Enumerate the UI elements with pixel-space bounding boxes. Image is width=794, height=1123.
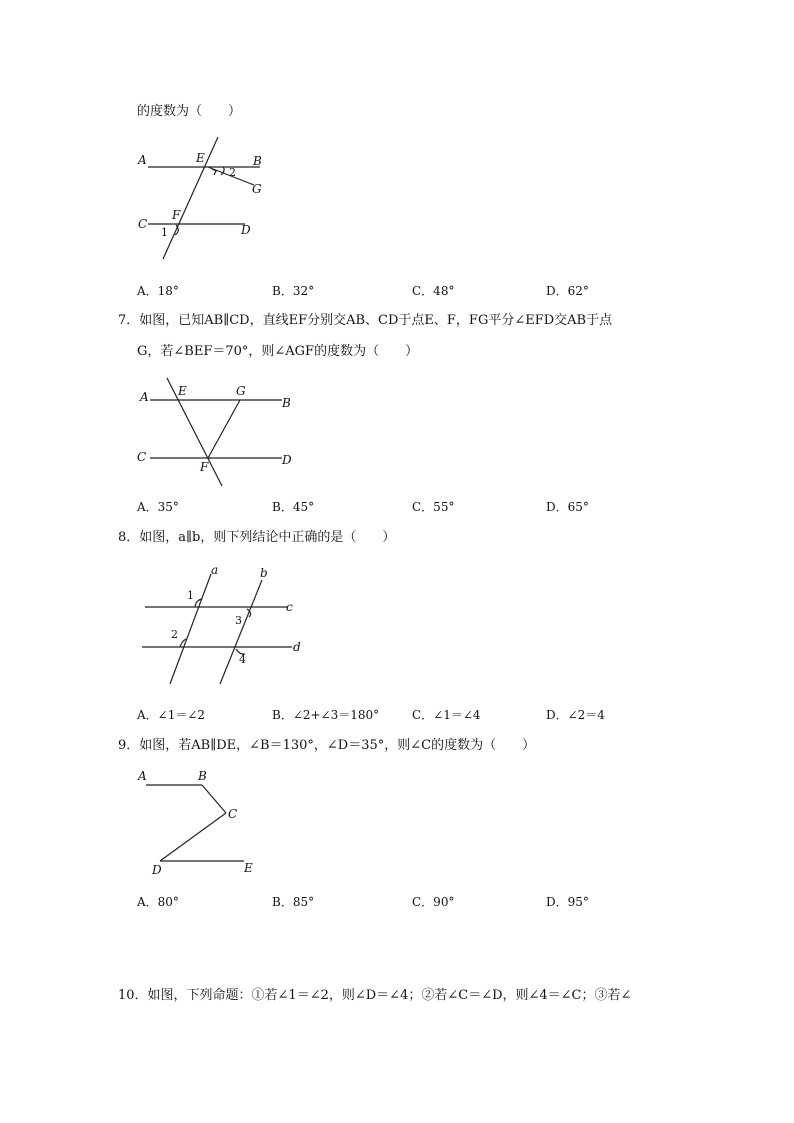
q8-option-a[interactable]: A．∠1＝∠2 xyxy=(137,708,206,722)
q9-label-B: B xyxy=(198,769,207,783)
q8-label-b: b xyxy=(260,566,268,580)
q8-line1-text: 8．如图，a∥b，则下列结论中正确的是（ ） xyxy=(118,530,396,545)
q9-option-a[interactable]: A．80° xyxy=(137,895,179,909)
q10-line1-text: 10．如图，下列命题：①若∠1＝∠2，则∠D＝∠4；②若∠C＝∠D，则∠4＝∠C；③若∠ xyxy=(118,988,632,1003)
q7-option-a[interactable]: A．35° xyxy=(137,500,179,514)
q8-option-b[interactable]: B．∠2+∠3＝180° xyxy=(272,708,380,722)
q7-label-G: G xyxy=(236,384,246,398)
q6-option-c[interactable]: C．48° xyxy=(412,284,455,298)
q9-label-E: E xyxy=(244,861,253,875)
q8-option-c[interactable]: C．∠1＝∠4 xyxy=(412,708,481,722)
q9-option-d[interactable]: D．95° xyxy=(546,895,589,909)
q6-option-b[interactable]: B．32° xyxy=(272,284,315,298)
q9-figure xyxy=(130,765,280,875)
q7-label-B: B xyxy=(282,396,291,410)
q7-option-d[interactable]: D．65° xyxy=(546,500,589,514)
q7-option-b[interactable]: B．45° xyxy=(272,500,315,514)
q8-label-c: c xyxy=(286,600,293,614)
q8-label-4: 4 xyxy=(239,653,246,666)
q7-label-E: E xyxy=(178,384,187,398)
q9-label-D: D xyxy=(152,863,162,877)
q6-option-d[interactable]: D．62° xyxy=(546,284,589,298)
q6-label-2: 2 xyxy=(229,166,236,179)
q6-label-E: E xyxy=(196,151,205,165)
q8-label-1: 1 xyxy=(187,589,194,602)
q7-label-D: D xyxy=(282,453,292,467)
q8-label-3: 3 xyxy=(235,614,242,627)
q6-label-G: G xyxy=(252,182,262,196)
q6-label-1: 1 xyxy=(161,226,168,239)
q6-label-C: C xyxy=(138,217,148,231)
q7-label-A: A xyxy=(140,390,149,404)
q7-line2-text: G，若∠BEF＝70°，则∠AGF的度数为（ ） xyxy=(137,344,419,359)
q9-label-C: C xyxy=(228,807,238,821)
q7-figure xyxy=(130,375,300,495)
q6-label-B: B xyxy=(253,154,262,168)
q7-label-C: C xyxy=(137,450,147,464)
q8-label-d: d xyxy=(293,640,301,654)
q8-label-2: 2 xyxy=(171,628,178,641)
q6-label-A: A xyxy=(138,153,147,167)
q6-label-D: D xyxy=(241,223,251,237)
q8-option-d[interactable]: D．∠2＝4 xyxy=(546,708,605,722)
q9-option-b[interactable]: B．85° xyxy=(272,895,315,909)
q6-option-a[interactable]: A．18° xyxy=(137,284,179,298)
q6-tail-text: 的度数为（ ） xyxy=(137,104,242,119)
q6-figure xyxy=(130,135,290,265)
q9-line1-text: 9．如图，若AB∥DE，∠B＝130°，∠D＝35°，则∠C的度数为（ ） xyxy=(118,738,536,753)
q7-line1-text: 7．如图，已知AB∥CD，直线EF分别交AB、CD于点E、F，FG平分∠EFD交AB于点 xyxy=(118,313,613,328)
q7-option-c[interactable]: C．55° xyxy=(412,500,455,514)
q9-option-c[interactable]: C．90° xyxy=(412,895,455,909)
q8-figure xyxy=(138,562,318,692)
q7-label-F: F xyxy=(200,460,209,474)
q8-label-a: a xyxy=(211,563,219,577)
q9-label-A: A xyxy=(138,769,147,783)
q6-label-F: F xyxy=(172,208,181,222)
